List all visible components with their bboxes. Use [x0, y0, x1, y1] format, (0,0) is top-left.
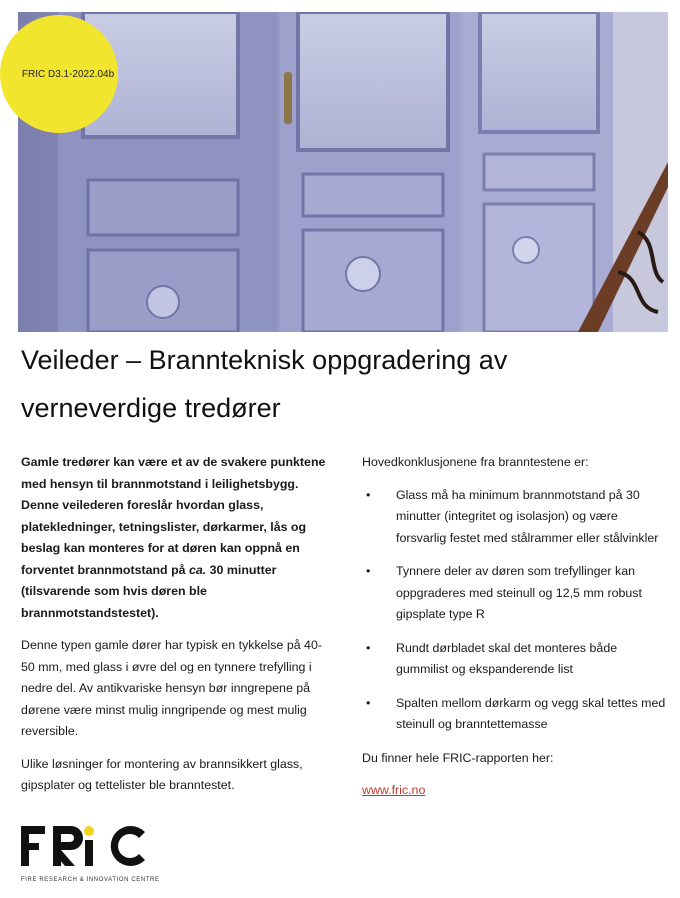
lead-paragraph [21, 452, 331, 624]
right-column [362, 452, 667, 802]
list-item [362, 693, 667, 736]
fric-logo [21, 822, 153, 875]
paragraph-door-thickness: Denne typen gamle dører har typisk en tykkelse på 40-50 mm, med glass i øvre del og en tynnere trefylling i nedre del. Av antikvariske hensyn bør inngrepene på dørene være minst mulig inngripende og mest mulig reversible. [21, 638, 322, 738]
page-title: Veileder – Brannteknisk oppgradering av verneverdige tredører [21, 345, 508, 423]
conclusions-list [362, 485, 667, 736]
fric-website-link[interactable]: www.fric.no [362, 783, 426, 797]
bullet-icon: • [366, 695, 371, 710]
fric-wordmark-icon [21, 822, 153, 870]
conclusions-intro: Hovedkonklusjonene fra branntestene er: [362, 455, 589, 469]
logo-tagline: FIRE RESEARCH & INNOVATION CENTRE [21, 877, 160, 883]
list-item-text: Glass må ha minimum brannmotstand på 30 minutter (integritet og isolasjon) og være forsvarlig festet med stålrammer eller stålvinkler [396, 487, 659, 545]
bullet-icon: • [366, 640, 371, 655]
list-item [362, 638, 667, 681]
lead-text-italic: ca. [188, 562, 207, 577]
document-id: FRIC D3.1-2022.04b [21, 68, 115, 80]
bullet-icon: • [366, 564, 371, 578]
list-item [362, 561, 667, 626]
list-item-text: Tynnere deler av døren som trefyllinger kan oppgraderes med steinull og 12,5 mm robust gipsplate type R [396, 564, 642, 621]
report-reference: Du finner hele FRIC-rapporten her: [362, 750, 554, 765]
bullet-icon: • [366, 487, 371, 502]
list-item [362, 485, 667, 550]
document-id-badge [0, 15, 118, 133]
paragraph-tested-solutions: Ulike løsninger for montering av brannsikkert glass, gipsplater og tettelister ble branntestet. [21, 756, 303, 792]
lead-text-start: Gamle tredører kan være et av de svakere punktene med hensyn til brannmotstand i leilighetsbygg. Denne veilederen foreslår hvordan glass, platekledninger, tetningslister, dørkarmer, lås og beslag kan monteres for at døren kan oppnå en forventet brannmotstand på [21, 455, 326, 577]
lead-text-end: 30 minutter (tilsvarende som hvis døren ble brannmotstandstestet). [21, 562, 277, 620]
left-column [21, 452, 331, 808]
list-item-text: Spalten mellom dørkarm og vegg skal tettes med steinull og branntettemasse [396, 695, 666, 731]
list-item-text: Rundt dørbladet skal det monteres både gummilist og ekspanderende list [396, 640, 618, 676]
